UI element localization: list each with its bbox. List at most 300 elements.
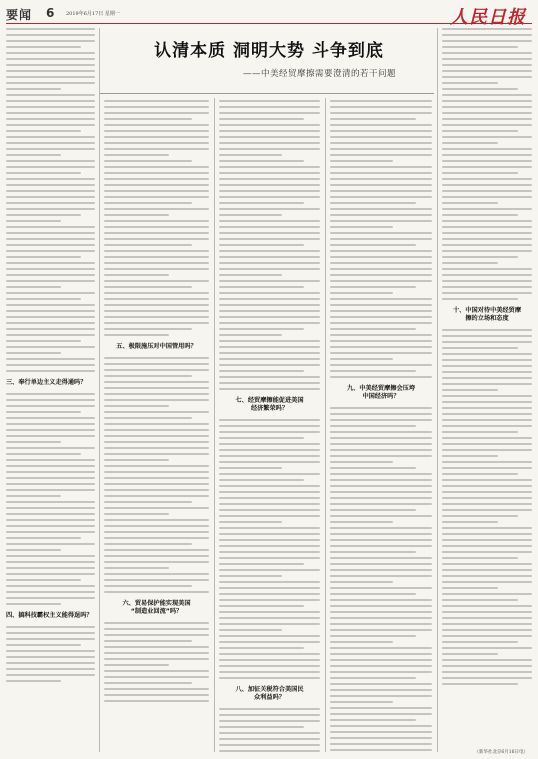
text-line bbox=[442, 118, 532, 120]
text-line bbox=[6, 656, 95, 658]
section-heading: 四、搞科技霸权主义能得逞吗？ bbox=[6, 612, 93, 619]
text-line bbox=[330, 539, 432, 541]
text-line bbox=[104, 238, 209, 240]
text-line bbox=[330, 340, 432, 342]
text-line bbox=[330, 431, 432, 433]
text-line bbox=[6, 465, 95, 467]
text-line bbox=[104, 154, 169, 156]
text-line bbox=[104, 646, 209, 648]
text-line bbox=[219, 118, 304, 120]
text-line bbox=[442, 214, 518, 216]
text-line bbox=[104, 369, 209, 371]
text-line bbox=[442, 545, 532, 547]
text-line bbox=[330, 605, 432, 607]
text-line bbox=[330, 617, 432, 619]
text-line bbox=[6, 136, 95, 138]
text-line bbox=[219, 509, 320, 511]
text-line bbox=[330, 130, 432, 132]
text-line bbox=[330, 178, 432, 180]
text-line bbox=[104, 525, 209, 527]
text-line bbox=[219, 635, 320, 637]
text-line bbox=[6, 160, 95, 162]
text-line bbox=[330, 599, 432, 601]
section-name: 要闻 bbox=[6, 8, 33, 22]
text-line bbox=[219, 653, 320, 655]
text-line bbox=[6, 250, 95, 252]
body-text bbox=[104, 622, 209, 702]
text-line bbox=[219, 605, 304, 607]
text-line bbox=[104, 106, 209, 108]
text-line bbox=[6, 214, 81, 216]
text-line bbox=[219, 220, 320, 222]
text-line bbox=[330, 370, 416, 372]
text-line bbox=[104, 441, 209, 443]
text-line bbox=[330, 148, 432, 150]
text-line bbox=[330, 328, 416, 330]
text-line bbox=[442, 611, 532, 613]
text-line bbox=[104, 202, 192, 204]
text-line bbox=[442, 365, 532, 367]
text-line bbox=[104, 561, 209, 563]
text-line bbox=[330, 316, 432, 318]
text-line bbox=[6, 58, 95, 60]
text-line bbox=[104, 334, 169, 336]
text-line bbox=[330, 545, 432, 547]
text-line bbox=[442, 503, 532, 505]
text-line bbox=[104, 573, 209, 575]
text-line bbox=[442, 377, 532, 379]
text-line bbox=[330, 569, 432, 571]
text-line bbox=[6, 40, 95, 42]
section-heading: 九、中美经贸摩擦会压垮 中国经济吗？ bbox=[346, 385, 416, 400]
text-line bbox=[442, 623, 532, 625]
text-line bbox=[219, 720, 320, 722]
text-line bbox=[330, 118, 416, 120]
text-line bbox=[219, 750, 320, 752]
text-line bbox=[6, 429, 95, 431]
text-line bbox=[6, 70, 95, 72]
text-line bbox=[330, 244, 416, 246]
text-line bbox=[442, 533, 532, 535]
text-line bbox=[330, 689, 432, 691]
text-line bbox=[442, 335, 532, 337]
text-line bbox=[219, 575, 282, 577]
text-line bbox=[104, 399, 209, 401]
body-text bbox=[442, 28, 532, 300]
text-line bbox=[330, 214, 432, 216]
text-line bbox=[330, 142, 432, 144]
section-heading: 八、加征关税符合美国民 众利益吗？ bbox=[235, 686, 304, 701]
text-line bbox=[6, 674, 95, 676]
text-line bbox=[6, 334, 95, 336]
text-line bbox=[442, 268, 532, 270]
text-line bbox=[442, 190, 532, 192]
text-line bbox=[442, 58, 532, 60]
text-line bbox=[219, 364, 320, 366]
text-line bbox=[6, 399, 95, 401]
text-line bbox=[219, 503, 320, 505]
text-line bbox=[219, 521, 282, 523]
page-masthead bbox=[6, 6, 532, 28]
text-line bbox=[6, 34, 95, 36]
text-line bbox=[442, 250, 532, 252]
text-line bbox=[330, 310, 432, 312]
text-line bbox=[219, 581, 320, 583]
text-line bbox=[104, 208, 209, 210]
text-line bbox=[219, 557, 320, 559]
text-line bbox=[219, 268, 320, 270]
text-line bbox=[330, 184, 432, 186]
text-line bbox=[6, 441, 61, 443]
text-line bbox=[6, 298, 81, 300]
text-line bbox=[219, 172, 320, 174]
text-line bbox=[330, 527, 432, 529]
text-line bbox=[6, 280, 95, 282]
text-line bbox=[6, 543, 95, 545]
text-line bbox=[330, 515, 432, 517]
text-line bbox=[219, 569, 320, 571]
text-line bbox=[6, 190, 95, 192]
text-line bbox=[104, 453, 209, 455]
text-line bbox=[104, 519, 209, 521]
text-line bbox=[442, 485, 532, 487]
text-line bbox=[442, 407, 532, 409]
text-line bbox=[104, 232, 209, 234]
text-line bbox=[219, 370, 304, 372]
text-line bbox=[104, 226, 209, 228]
text-line bbox=[104, 652, 209, 654]
text-line bbox=[6, 244, 95, 246]
text-line bbox=[104, 298, 209, 300]
body-text bbox=[6, 626, 95, 682]
text-line bbox=[219, 322, 320, 324]
text-line bbox=[442, 196, 532, 198]
text-line bbox=[219, 382, 320, 384]
text-line bbox=[104, 220, 209, 222]
text-line bbox=[6, 112, 95, 114]
text-line bbox=[6, 370, 95, 372]
text-line bbox=[330, 653, 432, 655]
text-line bbox=[219, 262, 320, 264]
text-line bbox=[442, 232, 532, 234]
column-divider bbox=[214, 98, 215, 752]
text-line bbox=[442, 419, 532, 421]
text-line bbox=[6, 82, 95, 84]
text-line bbox=[442, 437, 532, 439]
text-line bbox=[219, 346, 320, 348]
text-line bbox=[219, 376, 320, 378]
text-line bbox=[330, 172, 432, 174]
text-line bbox=[104, 537, 209, 539]
text-line bbox=[6, 531, 95, 533]
text-line bbox=[219, 623, 320, 625]
text-line bbox=[219, 611, 320, 613]
text-line bbox=[219, 316, 320, 318]
text-line bbox=[442, 256, 518, 258]
text-line bbox=[6, 274, 95, 276]
text-line bbox=[330, 461, 393, 463]
text-line bbox=[330, 635, 416, 637]
text-line bbox=[104, 166, 209, 168]
text-line bbox=[330, 701, 393, 703]
text-line bbox=[219, 479, 304, 481]
text-line bbox=[6, 483, 95, 485]
text-line bbox=[442, 401, 532, 403]
text-line bbox=[442, 94, 532, 96]
text-line bbox=[219, 473, 320, 475]
text-line bbox=[6, 405, 95, 407]
text-line bbox=[6, 220, 61, 222]
text-line bbox=[442, 280, 532, 282]
text-line bbox=[219, 431, 320, 433]
text-line bbox=[442, 671, 532, 673]
text-line bbox=[219, 148, 320, 150]
text-line bbox=[442, 479, 532, 481]
text-line bbox=[442, 28, 532, 30]
publication-date: 2019年6月17日 星期一 bbox=[66, 11, 120, 17]
text-line bbox=[442, 184, 532, 186]
body-text bbox=[219, 100, 320, 390]
text-line bbox=[330, 647, 432, 649]
text-line bbox=[104, 634, 209, 636]
text-line bbox=[330, 298, 432, 300]
text-line bbox=[330, 479, 432, 481]
text-line bbox=[219, 298, 320, 300]
text-line bbox=[330, 274, 432, 276]
text-column-3 bbox=[219, 100, 320, 752]
text-line bbox=[330, 557, 432, 559]
text-line bbox=[330, 407, 432, 409]
text-line bbox=[442, 521, 498, 523]
text-line bbox=[6, 632, 95, 634]
text-line bbox=[442, 166, 532, 168]
text-line bbox=[104, 465, 209, 467]
text-line bbox=[219, 292, 320, 294]
text-line bbox=[330, 749, 432, 751]
text-line bbox=[330, 322, 432, 324]
text-line bbox=[6, 148, 95, 150]
text-line bbox=[442, 244, 532, 246]
text-line bbox=[104, 118, 192, 120]
text-line bbox=[330, 106, 432, 108]
text-column-4 bbox=[330, 100, 432, 752]
text-line bbox=[442, 605, 532, 607]
text-line bbox=[6, 519, 95, 521]
text-line bbox=[104, 567, 169, 569]
text-line bbox=[104, 640, 192, 642]
body-text bbox=[6, 28, 95, 372]
text-line bbox=[104, 405, 169, 407]
text-line bbox=[219, 124, 320, 126]
text-line bbox=[219, 160, 304, 162]
text-line bbox=[442, 665, 532, 667]
text-line bbox=[104, 286, 192, 288]
article-subheadline: ——中美经贸摩擦需要澄清的若干问题 bbox=[242, 69, 396, 79]
text-line bbox=[330, 425, 416, 427]
text-line bbox=[104, 100, 209, 102]
text-line bbox=[104, 579, 209, 581]
text-line bbox=[219, 208, 320, 210]
text-line bbox=[6, 668, 95, 670]
text-line bbox=[6, 154, 61, 156]
text-line bbox=[219, 629, 282, 631]
section-heading: 三、奉行单边主义走得通吗？ bbox=[6, 379, 87, 386]
text-line bbox=[442, 491, 532, 493]
text-line bbox=[104, 423, 209, 425]
text-line bbox=[330, 304, 432, 306]
text-line bbox=[330, 250, 432, 252]
text-line bbox=[219, 551, 320, 553]
body-text bbox=[104, 357, 209, 593]
text-line bbox=[6, 555, 95, 557]
page-number: 6 bbox=[46, 6, 55, 20]
text-line bbox=[219, 328, 304, 330]
text-line bbox=[104, 280, 209, 282]
text-line bbox=[104, 676, 209, 678]
text-line bbox=[104, 172, 209, 174]
text-line bbox=[6, 232, 95, 234]
text-line bbox=[442, 371, 532, 373]
text-line bbox=[6, 662, 95, 664]
text-line bbox=[442, 88, 518, 90]
text-line bbox=[442, 443, 532, 445]
text-line bbox=[330, 581, 393, 583]
text-line bbox=[442, 52, 532, 54]
text-line bbox=[219, 533, 320, 535]
text-line bbox=[104, 585, 192, 587]
text-line bbox=[6, 76, 95, 78]
text-line bbox=[6, 638, 95, 640]
text-line bbox=[6, 501, 95, 503]
text-line bbox=[442, 262, 498, 264]
text-line bbox=[330, 376, 432, 378]
text-line bbox=[330, 437, 432, 439]
text-line bbox=[442, 292, 532, 294]
text-line bbox=[219, 214, 282, 216]
text-line bbox=[6, 172, 81, 174]
text-line bbox=[219, 726, 304, 728]
text-line bbox=[330, 563, 432, 565]
text-line bbox=[442, 599, 518, 601]
text-line bbox=[6, 322, 95, 324]
text-line bbox=[442, 40, 532, 42]
text-line bbox=[330, 611, 432, 613]
text-line bbox=[104, 393, 209, 395]
text-line bbox=[330, 443, 432, 445]
text-line bbox=[330, 232, 432, 234]
text-line bbox=[330, 575, 432, 577]
text-line bbox=[104, 501, 192, 503]
text-line bbox=[6, 447, 95, 449]
text-line bbox=[442, 383, 532, 385]
headline-block bbox=[100, 36, 438, 90]
text-line bbox=[330, 334, 432, 336]
text-line bbox=[219, 334, 282, 336]
text-line bbox=[330, 731, 432, 733]
body-text bbox=[219, 708, 320, 752]
text-line bbox=[219, 352, 320, 354]
text-column-5 bbox=[442, 28, 532, 752]
text-line bbox=[6, 477, 95, 479]
text-line bbox=[6, 626, 95, 628]
text-line bbox=[330, 485, 432, 487]
newspaper-logo: 人民日报 bbox=[450, 7, 526, 28]
text-line bbox=[330, 202, 416, 204]
text-line bbox=[6, 52, 95, 54]
text-line bbox=[6, 262, 95, 264]
text-line bbox=[330, 124, 432, 126]
text-line bbox=[6, 64, 95, 66]
text-line bbox=[6, 358, 95, 360]
text-line bbox=[104, 375, 192, 377]
text-line bbox=[6, 100, 95, 102]
text-line bbox=[104, 214, 169, 216]
text-line bbox=[330, 659, 432, 661]
text-line bbox=[442, 286, 532, 288]
text-line bbox=[330, 629, 432, 631]
text-line bbox=[219, 443, 320, 445]
text-line bbox=[219, 665, 320, 667]
text-line bbox=[330, 725, 432, 727]
text-line bbox=[330, 473, 432, 475]
text-line bbox=[6, 567, 95, 569]
text-line bbox=[6, 453, 81, 455]
text-line bbox=[330, 190, 432, 192]
headline-rule bbox=[100, 93, 434, 94]
text-line bbox=[219, 130, 320, 132]
body-text bbox=[6, 393, 95, 605]
text-line bbox=[442, 449, 532, 451]
text-line bbox=[104, 268, 209, 270]
text-line bbox=[219, 677, 320, 679]
text-line bbox=[442, 329, 532, 331]
text-line bbox=[442, 389, 498, 391]
text-line bbox=[330, 593, 416, 595]
text-line bbox=[104, 310, 209, 312]
text-line bbox=[6, 316, 95, 318]
text-line bbox=[6, 393, 95, 395]
text-line bbox=[330, 196, 432, 198]
text-line bbox=[104, 322, 209, 324]
text-line bbox=[330, 455, 432, 457]
text-line bbox=[219, 419, 320, 421]
text-line bbox=[104, 670, 209, 672]
text-line bbox=[6, 495, 61, 497]
text-line bbox=[219, 340, 320, 342]
text-line bbox=[6, 346, 95, 348]
text-line bbox=[219, 310, 320, 312]
text-line bbox=[6, 46, 81, 48]
text-line bbox=[219, 244, 304, 246]
text-line bbox=[104, 628, 209, 630]
text-line bbox=[104, 549, 209, 551]
text-line bbox=[104, 658, 209, 660]
text-line bbox=[104, 244, 192, 246]
text-line bbox=[442, 683, 518, 685]
text-line bbox=[104, 178, 209, 180]
text-line bbox=[442, 677, 532, 679]
text-line bbox=[219, 166, 320, 168]
text-line bbox=[6, 411, 81, 413]
text-line bbox=[104, 262, 209, 264]
text-line bbox=[104, 417, 192, 419]
text-line bbox=[219, 106, 320, 108]
text-line bbox=[104, 274, 169, 276]
text-line bbox=[442, 581, 532, 583]
text-line bbox=[330, 509, 416, 511]
text-line bbox=[442, 202, 498, 204]
text-line bbox=[330, 364, 432, 366]
